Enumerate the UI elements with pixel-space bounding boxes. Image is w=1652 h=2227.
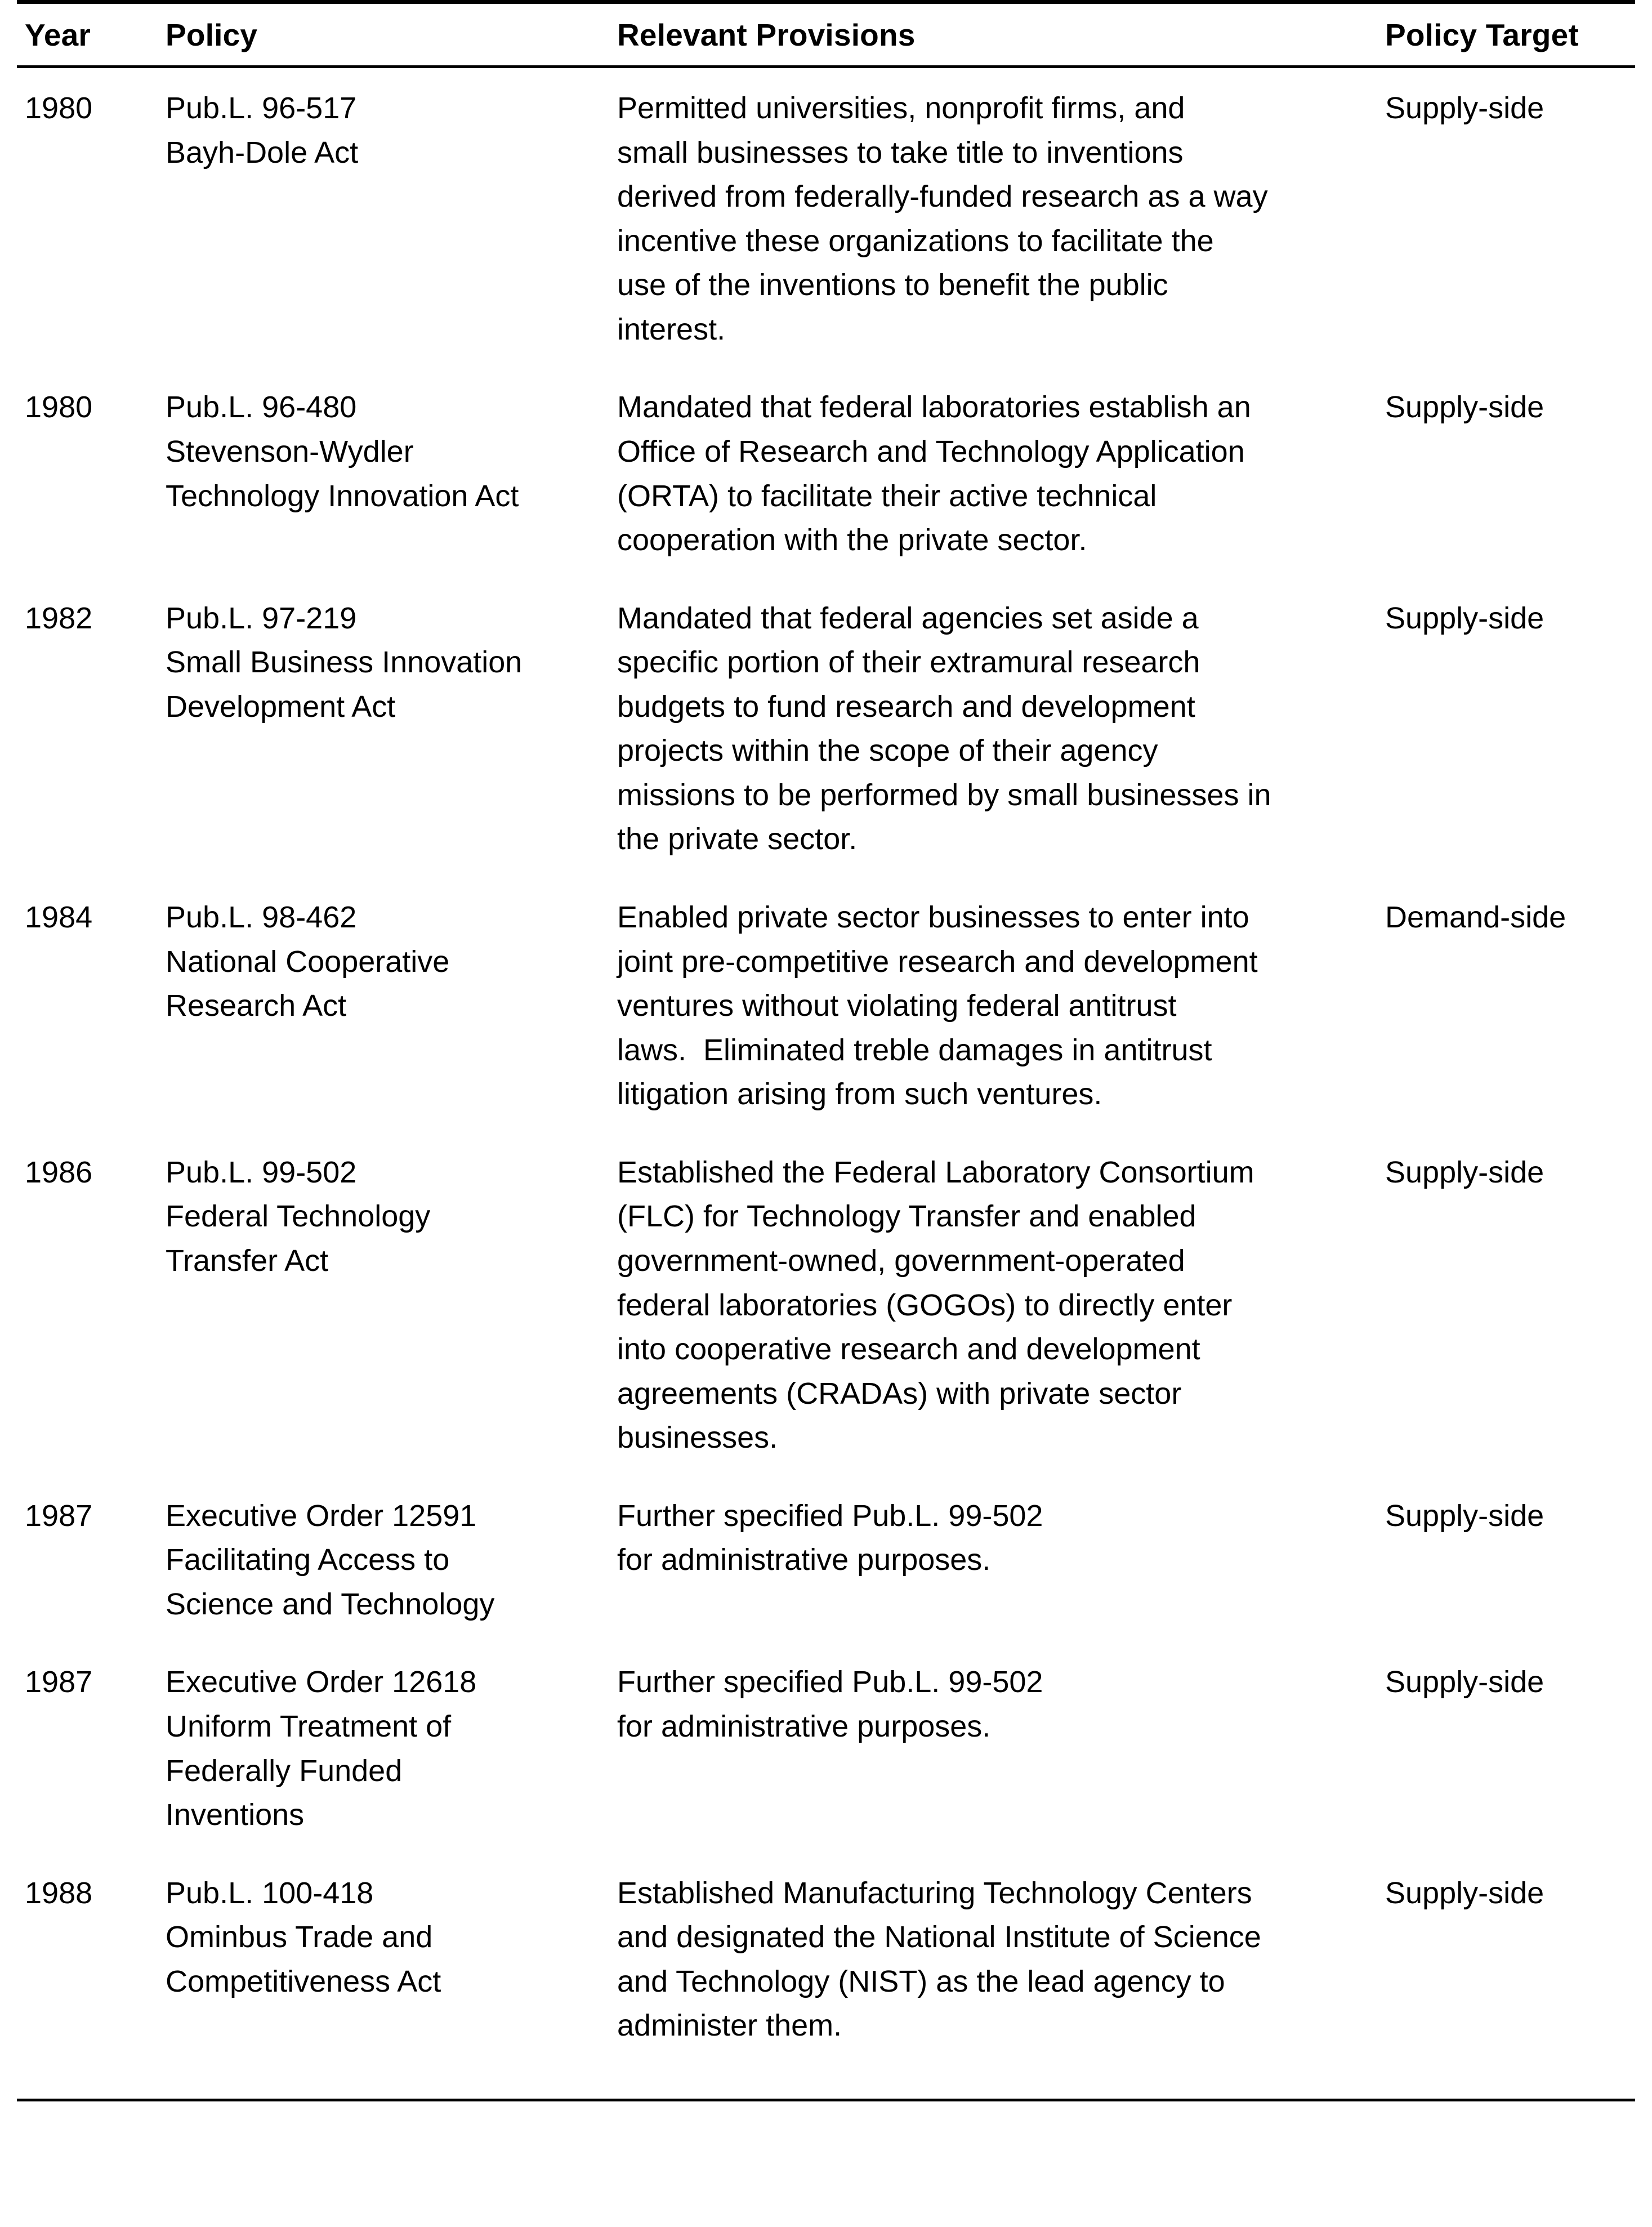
provisions-line: litigation arising from such ventures. bbox=[617, 1077, 1102, 1112]
bottom-rule-line bbox=[17, 2100, 1635, 2101]
table-row bbox=[17, 895, 1635, 1150]
provisions-line: government-owned, government-operated bbox=[617, 1243, 1185, 1278]
policy-lines bbox=[166, 1871, 608, 2004]
provisions-line: (ORTA) to facilitate their active technical bbox=[617, 479, 1157, 513]
cell-year: 1988 bbox=[25, 1876, 93, 1910]
provisions-lines bbox=[617, 86, 1379, 351]
policy-line: Bayh-Dole Act bbox=[166, 135, 359, 169]
provisions-line: specific portion of their extramural research bbox=[617, 645, 1200, 680]
table-row bbox=[17, 86, 1635, 385]
cell-relevant-provisions bbox=[608, 1494, 1379, 1661]
cell-year: 1980 bbox=[25, 91, 93, 125]
cell-policy-target: Supply-side bbox=[1385, 91, 1544, 125]
policy-line: Executive Order 12591 bbox=[166, 1498, 477, 1533]
cell-relevant-provisions bbox=[608, 1660, 1379, 1871]
policy-lines bbox=[166, 385, 608, 518]
cell-year: 1986 bbox=[25, 1155, 93, 1189]
provisions-line: into cooperative research and development bbox=[617, 1332, 1200, 1367]
table-row bbox=[17, 1150, 1635, 1494]
policy-line: Pub.L. 98-462 bbox=[166, 900, 357, 934]
cell-policy-target: Supply-side bbox=[1385, 1498, 1544, 1533]
cell-policy bbox=[158, 596, 608, 895]
provisions-line: Office of Research and Technology Application bbox=[617, 434, 1245, 468]
provisions-line: and designated the National Institute of Science bbox=[617, 1920, 1261, 1954]
provisions-lines bbox=[617, 385, 1379, 562]
cell-policy bbox=[158, 1494, 608, 1661]
table-row bbox=[17, 385, 1635, 596]
policy-line: Pub.L. 96-480 bbox=[166, 390, 357, 425]
policy-lines bbox=[166, 895, 608, 1028]
provisions-line: the private sector. bbox=[617, 822, 858, 856]
policy-line: Facilitating Access to bbox=[166, 1543, 450, 1577]
policy-line: Research Act bbox=[166, 989, 347, 1023]
policy-lines bbox=[166, 1150, 608, 1283]
policy-line: Pub.L. 100-418 bbox=[166, 1876, 374, 1910]
provisions-line: Permitted universities, nonprofit firms, and bbox=[617, 91, 1185, 125]
cell-relevant-provisions bbox=[608, 895, 1379, 1150]
column-header-row bbox=[17, 20, 1635, 51]
provisions-line: derived from federally-funded research as a way bbox=[617, 180, 1268, 214]
provisions-lines bbox=[617, 596, 1379, 862]
provisions-line: Further specified Pub.L. 99-502 bbox=[617, 1665, 1043, 1699]
provisions-lines bbox=[617, 1150, 1379, 1460]
policy-line: Pub.L. 99-502 bbox=[166, 1155, 357, 1189]
column-header-year: Year bbox=[25, 17, 91, 52]
cell-policy-target: Supply-side bbox=[1385, 1876, 1544, 1910]
cell-policy bbox=[158, 1660, 608, 1871]
cell-policy-target: Supply-side bbox=[1385, 601, 1544, 635]
policy-line: Science and Technology bbox=[166, 1587, 495, 1621]
provisions-line: federal laboratories (GOGOs) to directly enter bbox=[617, 1288, 1233, 1322]
provisions-line: Mandated that federal agencies set aside a bbox=[617, 601, 1199, 635]
provisions-line: incentive these organizations to facilitate the bbox=[617, 224, 1214, 258]
provisions-line: Mandated that federal laboratories establish an bbox=[617, 390, 1251, 425]
table-row bbox=[17, 596, 1635, 895]
spacer bbox=[17, 2068, 1635, 2100]
cell-policy bbox=[158, 1871, 608, 2068]
policy-lines bbox=[166, 1494, 608, 1627]
cell-policy-target: Supply-side bbox=[1385, 1155, 1544, 1189]
policy-line: Uniform Treatment of bbox=[166, 1710, 452, 1743]
cell-relevant-provisions bbox=[608, 1150, 1379, 1494]
cell-year: 1984 bbox=[25, 900, 93, 934]
policy-line: Inventions bbox=[166, 1798, 305, 1832]
provisions-line: cooperation with the private sector. bbox=[617, 523, 1087, 557]
policy-line: Federal Technology bbox=[166, 1199, 431, 1234]
provisions-line: laws. Eliminated treble damages in antitrust bbox=[617, 1033, 1212, 1067]
provisions-lines bbox=[617, 895, 1379, 1117]
cell-relevant-provisions bbox=[608, 86, 1379, 385]
provisions-line: businesses. bbox=[617, 1421, 778, 1455]
table-row bbox=[17, 1660, 1635, 1871]
policy-line: Small Business Innovation bbox=[166, 645, 523, 680]
cell-year: 1987 bbox=[25, 1665, 93, 1699]
cell-policy-target: Demand-side bbox=[1385, 900, 1566, 934]
provisions-lines bbox=[617, 1494, 1379, 1582]
provisions-line: interest. bbox=[617, 312, 726, 346]
cell-policy bbox=[158, 895, 608, 1150]
cell-relevant-provisions bbox=[608, 596, 1379, 895]
policy-lines bbox=[166, 1660, 608, 1837]
cell-year: 1980 bbox=[25, 390, 93, 425]
cell-policy bbox=[158, 86, 608, 385]
policy-line: Development Act bbox=[166, 689, 396, 724]
policy-lines bbox=[166, 596, 608, 729]
provisions-line: and Technology (NIST) as the lead agency to bbox=[617, 1964, 1225, 1998]
table-row bbox=[17, 1871, 1635, 2068]
policy-line: Executive Order 12618 bbox=[166, 1665, 477, 1699]
policy-lines bbox=[166, 86, 608, 175]
provisions-line: budgets to fund research and development bbox=[617, 689, 1195, 724]
provisions-line: (FLC) for Technology Transfer and enabled bbox=[617, 1199, 1196, 1234]
provisions-line: administer them. bbox=[617, 2009, 842, 2043]
provisions-line: Enabled private sector businesses to enter into bbox=[617, 900, 1249, 934]
spacer bbox=[17, 51, 1635, 67]
body-spacer-top bbox=[17, 68, 1635, 86]
provisions-lines bbox=[617, 1871, 1379, 2048]
provisions-line: for administrative purposes. bbox=[617, 1543, 991, 1577]
cell-policy-target: Supply-side bbox=[1385, 1665, 1544, 1699]
cell-year: 1982 bbox=[25, 601, 93, 635]
cell-policy-target: Supply-side bbox=[1385, 390, 1544, 425]
spacer bbox=[17, 68, 1635, 86]
provisions-line: for administrative purposes. bbox=[617, 1710, 991, 1743]
table-header bbox=[17, 2, 1635, 87]
provisions-line: Established Manufacturing Technology Centers bbox=[617, 1876, 1252, 1910]
cell-relevant-provisions bbox=[608, 385, 1379, 596]
provisions-line: joint pre-competitive research and development bbox=[617, 944, 1258, 979]
cell-policy bbox=[158, 385, 608, 596]
provisions-line: Further specified Pub.L. 99-502 bbox=[617, 1498, 1043, 1533]
policy-line: National Cooperative bbox=[166, 944, 450, 979]
policy-line: Stevenson-Wydler bbox=[166, 434, 414, 468]
provisions-line: projects within the scope of their agency bbox=[617, 734, 1158, 768]
provisions-line: agreements (CRADAs) with private sector bbox=[617, 1376, 1182, 1411]
policy-line: Pub.L. 96-517 bbox=[166, 91, 357, 125]
policy-table bbox=[17, 0, 1635, 2101]
table-bottom-rule bbox=[17, 2100, 1635, 2101]
footer-spacer bbox=[17, 2068, 1635, 2100]
policy-line: Pub.L. 97-219 bbox=[166, 601, 357, 635]
provisions-line: use of the inventions to benefit the public bbox=[617, 268, 1168, 302]
provisions-line: missions to be performed by small businesses in bbox=[617, 778, 1271, 812]
provisions-lines bbox=[617, 1660, 1379, 1748]
policy-line: Competitiveness Act bbox=[166, 1964, 441, 1998]
cell-relevant-provisions bbox=[608, 1871, 1379, 2068]
cell-policy bbox=[158, 1150, 608, 1494]
policy-line: Federally Funded bbox=[166, 1753, 403, 1788]
provisions-line: Established the Federal Laboratory Consortium bbox=[617, 1155, 1254, 1189]
table-footer bbox=[17, 2068, 1635, 2101]
policy-line: Transfer Act bbox=[166, 1243, 329, 1278]
provisions-line: ventures without violating federal antitrust bbox=[617, 989, 1177, 1023]
table-body bbox=[17, 86, 1635, 2068]
provisions-line: small businesses to take title to inventions bbox=[617, 135, 1184, 169]
table-row bbox=[17, 1494, 1635, 1661]
column-header-policy: Policy bbox=[166, 17, 258, 52]
column-header-relevant-provisions: Relevant Provisions bbox=[617, 17, 916, 52]
policy-line: Ominbus Trade and bbox=[166, 1920, 433, 1954]
cell-year: 1987 bbox=[25, 1498, 93, 1533]
header-spacer-bottom bbox=[17, 51, 1635, 67]
policy-line: Technology Innovation Act bbox=[166, 479, 519, 513]
column-header-policy-target: Policy Target bbox=[1385, 17, 1579, 52]
